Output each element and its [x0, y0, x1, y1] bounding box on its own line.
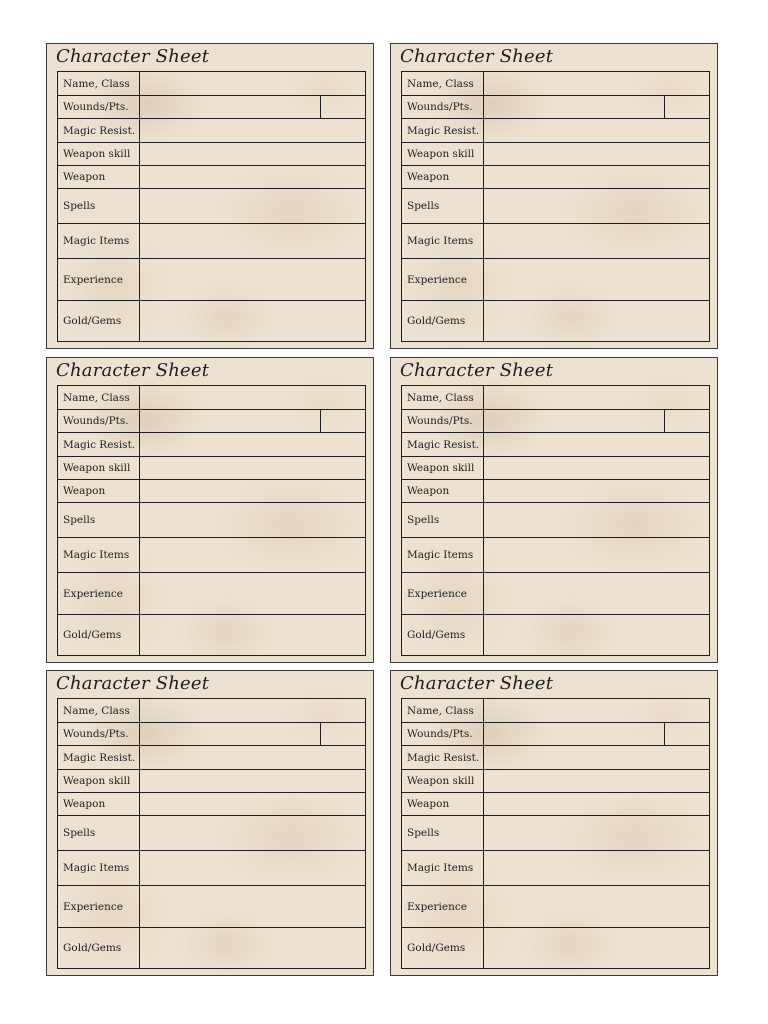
sheet-title: Character Sheet [56, 46, 210, 67]
row-weapon-skill [402, 770, 709, 793]
row-wounds [402, 410, 709, 433]
row-weapon-skill [58, 457, 365, 480]
field-label: Name, Class [58, 72, 140, 95]
wounds-fields [484, 723, 709, 745]
field-label: Wounds/Pts. [402, 96, 484, 118]
spells-field[interactable] [140, 816, 365, 850]
field-label: Magic Resist. [58, 119, 140, 142]
sheet-title: Character Sheet [400, 360, 554, 381]
field-label: Spells [402, 503, 484, 537]
wounds-fields [484, 96, 709, 118]
row-spells [58, 816, 365, 851]
field-label: Wounds/Pts. [402, 723, 484, 745]
field-label: Weapon [58, 166, 140, 188]
sheet-title: Character Sheet [400, 46, 554, 67]
points-field[interactable] [321, 96, 365, 118]
row-gold-gems [58, 615, 365, 655]
weapon-field[interactable] [140, 166, 365, 188]
row-magic-resist [58, 119, 365, 143]
weapon-skill-field[interactable] [140, 770, 365, 792]
weapon-skill-field[interactable] [140, 457, 365, 479]
wounds-field[interactable] [484, 410, 665, 432]
field-label: Name, Class [402, 699, 484, 722]
row-wounds [58, 723, 365, 746]
row-weapon [58, 793, 365, 816]
field-label: Weapon skill [58, 143, 140, 165]
row-weapon-skill [58, 143, 365, 166]
field-label: Gold/Gems [402, 928, 484, 968]
magic-items-field[interactable] [484, 851, 709, 885]
gold-gems-field[interactable] [140, 301, 365, 341]
field-label: Weapon [402, 166, 484, 188]
character-sheet-table [401, 385, 710, 656]
row-experience [402, 573, 709, 615]
row-experience [58, 573, 365, 615]
row-weapon [402, 166, 709, 189]
field-label: Spells [58, 503, 140, 537]
field-label: Wounds/Pts. [58, 410, 140, 432]
name-class-field[interactable] [140, 386, 365, 409]
wounds-field[interactable] [140, 410, 321, 432]
weapon-field[interactable] [140, 793, 365, 815]
row-experience [58, 259, 365, 301]
field-label: Name, Class [402, 72, 484, 95]
field-label: Gold/Gems [58, 928, 140, 968]
wounds-field[interactable] [140, 723, 321, 745]
row-wounds [58, 96, 365, 119]
field-label: Weapon [58, 793, 140, 815]
magic-items-field[interactable] [140, 851, 365, 885]
row-weapon-skill [402, 457, 709, 480]
character-sheet-card [390, 357, 718, 663]
character-sheet-card [390, 43, 718, 349]
character-sheet-card [46, 670, 374, 976]
row-spells [58, 189, 365, 224]
field-label: Wounds/Pts. [58, 96, 140, 118]
row-magic-items [58, 851, 365, 886]
wounds-fields [140, 723, 365, 745]
magic-resist-field[interactable] [484, 433, 709, 456]
character-sheet-card [46, 43, 374, 349]
field-label: Experience [402, 259, 484, 300]
row-spells [402, 816, 709, 851]
field-label: Weapon skill [402, 770, 484, 792]
magic-items-field[interactable] [140, 538, 365, 572]
row-name-class [402, 386, 709, 410]
field-label: Magic Items [402, 538, 484, 572]
character-sheet-table [57, 71, 366, 342]
field-label: Experience [58, 259, 140, 300]
weapon-skill-field[interactable] [484, 143, 709, 165]
row-magic-items [402, 224, 709, 259]
wounds-fields [140, 410, 365, 432]
sheet-title: Character Sheet [56, 673, 210, 694]
row-wounds [402, 723, 709, 746]
row-experience [402, 259, 709, 301]
row-gold-gems [402, 928, 709, 968]
field-label: Name, Class [58, 386, 140, 409]
field-label: Weapon skill [58, 770, 140, 792]
points-field[interactable] [665, 96, 709, 118]
wounds-fields [484, 410, 709, 432]
row-weapon [58, 166, 365, 189]
field-label: Weapon skill [402, 143, 484, 165]
row-weapon [58, 480, 365, 503]
row-magic-items [402, 851, 709, 886]
weapon-skill-field[interactable] [484, 457, 709, 479]
magic-items-field[interactable] [484, 538, 709, 572]
wounds-field[interactable] [484, 96, 665, 118]
sheet-title: Character Sheet [400, 673, 554, 694]
weapon-field[interactable] [484, 793, 709, 815]
field-label: Experience [402, 886, 484, 927]
row-gold-gems [58, 928, 365, 968]
row-spells [402, 189, 709, 224]
field-label: Magic Items [58, 224, 140, 258]
field-label: Gold/Gems [402, 615, 484, 655]
magic-items-field[interactable] [140, 224, 365, 258]
weapon-skill-field[interactable] [484, 770, 709, 792]
spells-field[interactable] [484, 503, 709, 537]
field-label: Spells [58, 189, 140, 223]
row-magic-resist [58, 746, 365, 770]
magic-items-field[interactable] [484, 224, 709, 258]
field-label: Magic Resist. [58, 746, 140, 769]
magic-resist-field[interactable] [484, 746, 709, 769]
field-label: Weapon [402, 480, 484, 502]
row-name-class [58, 699, 365, 723]
row-magic-resist [402, 746, 709, 770]
field-label: Magic Items [58, 538, 140, 572]
character-sheet-table [401, 698, 710, 969]
row-magic-items [402, 538, 709, 573]
row-wounds [58, 410, 365, 433]
row-magic-items [58, 224, 365, 259]
wounds-field[interactable] [484, 723, 665, 745]
name-class-field[interactable] [484, 699, 709, 722]
row-experience [402, 886, 709, 928]
field-label: Weapon [58, 480, 140, 502]
row-wounds [402, 96, 709, 119]
row-magic-items [58, 538, 365, 573]
row-magic-resist [402, 433, 709, 457]
gold-gems-field[interactable] [484, 615, 709, 655]
row-magic-resist [58, 433, 365, 457]
experience-field[interactable] [140, 259, 365, 300]
weapon-field[interactable] [140, 480, 365, 502]
row-weapon [402, 793, 709, 816]
row-experience [58, 886, 365, 928]
experience-field[interactable] [484, 886, 709, 927]
row-name-class [58, 386, 365, 410]
row-name-class [402, 699, 709, 723]
experience-field[interactable] [140, 886, 365, 927]
points-field[interactable] [321, 410, 365, 432]
field-label: Experience [58, 886, 140, 927]
name-class-field[interactable] [484, 72, 709, 95]
field-label: Name, Class [58, 699, 140, 722]
spells-field[interactable] [140, 503, 365, 537]
field-label: Weapon [402, 793, 484, 815]
row-weapon-skill [402, 143, 709, 166]
field-label: Wounds/Pts. [58, 723, 140, 745]
row-spells [402, 503, 709, 538]
field-label: Name, Class [402, 386, 484, 409]
row-weapon-skill [58, 770, 365, 793]
field-label: Experience [402, 573, 484, 614]
points-field[interactable] [665, 723, 709, 745]
wounds-fields [140, 96, 365, 118]
character-sheet-table [401, 71, 710, 342]
field-label: Magic Items [58, 851, 140, 885]
field-label: Magic Resist. [402, 746, 484, 769]
field-label: Gold/Gems [58, 301, 140, 341]
name-class-field[interactable] [140, 72, 365, 95]
row-gold-gems [402, 615, 709, 655]
points-field[interactable] [665, 410, 709, 432]
name-class-field[interactable] [140, 699, 365, 722]
field-label: Magic Resist. [402, 119, 484, 142]
field-label: Weapon skill [402, 457, 484, 479]
magic-resist-field[interactable] [140, 433, 365, 456]
gold-gems-field[interactable] [484, 928, 709, 968]
experience-field[interactable] [484, 259, 709, 300]
field-label: Wounds/Pts. [402, 410, 484, 432]
row-name-class [58, 72, 365, 96]
field-label: Magic Resist. [58, 433, 140, 456]
weapon-field[interactable] [484, 166, 709, 188]
points-field[interactable] [321, 723, 365, 745]
experience-field[interactable] [140, 573, 365, 614]
magic-resist-field[interactable] [140, 119, 365, 142]
field-label: Weapon skill [58, 457, 140, 479]
field-label: Gold/Gems [402, 301, 484, 341]
field-label: Spells [402, 816, 484, 850]
row-name-class [402, 72, 709, 96]
field-label: Spells [402, 189, 484, 223]
weapon-field[interactable] [484, 480, 709, 502]
field-label: Spells [58, 816, 140, 850]
row-gold-gems [58, 301, 365, 341]
name-class-field[interactable] [484, 386, 709, 409]
character-sheet-table [57, 698, 366, 969]
magic-resist-field[interactable] [484, 119, 709, 142]
row-weapon [402, 480, 709, 503]
experience-field[interactable] [484, 573, 709, 614]
spells-field[interactable] [484, 189, 709, 223]
row-magic-resist [402, 119, 709, 143]
field-label: Magic Items [402, 224, 484, 258]
field-label: Magic Resist. [402, 433, 484, 456]
character-sheet-card [46, 357, 374, 663]
field-label: Experience [58, 573, 140, 614]
magic-resist-field[interactable] [140, 746, 365, 769]
gold-gems-field[interactable] [140, 615, 365, 655]
sheet-title: Character Sheet [56, 360, 210, 381]
weapon-skill-field[interactable] [140, 143, 365, 165]
spells-field[interactable] [140, 189, 365, 223]
character-sheet-table [57, 385, 366, 656]
wounds-field[interactable] [140, 96, 321, 118]
field-label: Gold/Gems [58, 615, 140, 655]
spells-field[interactable] [484, 816, 709, 850]
gold-gems-field[interactable] [484, 301, 709, 341]
gold-gems-field[interactable] [140, 928, 365, 968]
row-spells [58, 503, 365, 538]
row-gold-gems [402, 301, 709, 341]
field-label: Magic Items [402, 851, 484, 885]
character-sheet-card [390, 670, 718, 976]
